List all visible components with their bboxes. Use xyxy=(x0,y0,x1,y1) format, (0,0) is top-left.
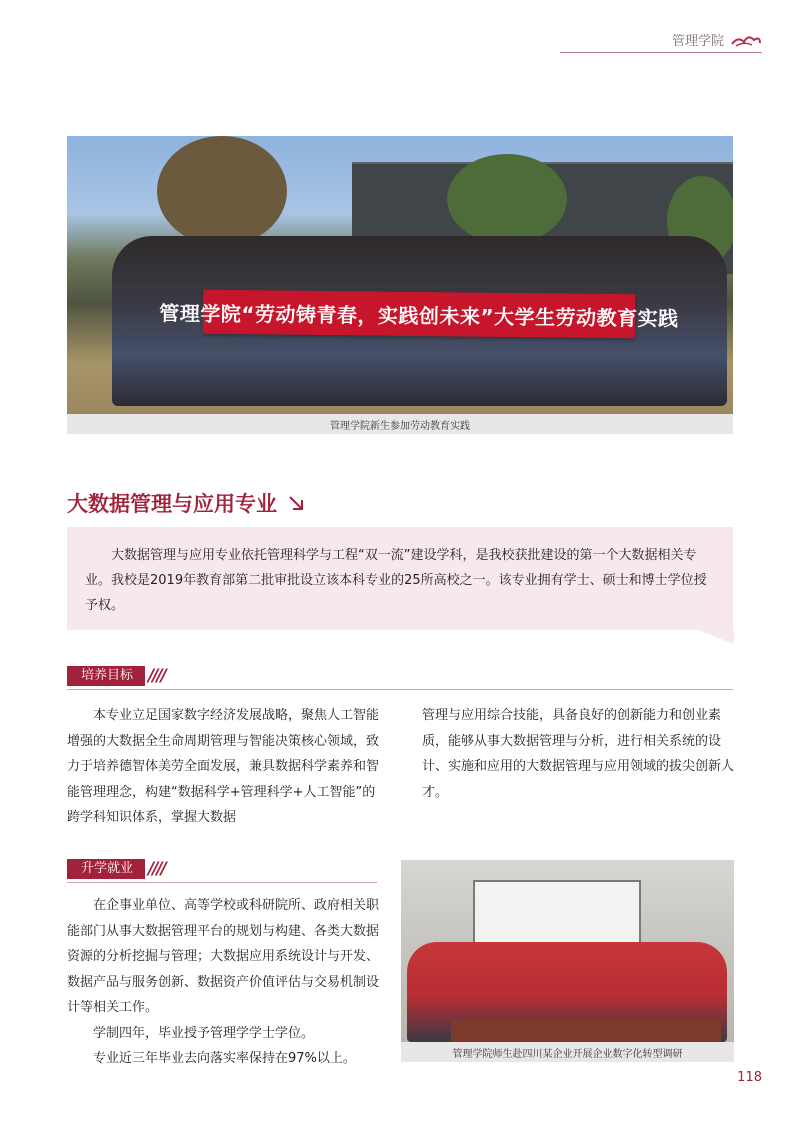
goals-rule xyxy=(67,689,733,690)
page-header xyxy=(672,30,762,49)
tree xyxy=(447,154,567,244)
header-rule xyxy=(560,52,762,53)
career-p1: 在企事业单位、高等学校或科研院所、政府相关职能部门从事大数据管理平台的规划与构建、各类大数据资源的分析挖掘与管理；大数据应用系统设计与开发、数据产品与服务创新、数据资产价值评估与交易机制设计等相关工作。 xyxy=(67,898,380,1015)
career-label: 升学就业 xyxy=(67,859,145,879)
arrow-down-right-icon xyxy=(287,494,305,512)
labor-practice-photo xyxy=(67,136,733,414)
goals-label: 培养目标 xyxy=(67,666,145,686)
goals-right-text: 管理与应用综合技能，具备良好的创新能力和创业素质，能够从事大数据管理与分析，进行相关系统的设计、实施和应用的大数据管理与应用领域的拔尖创新人才。 xyxy=(422,708,735,800)
intro-box xyxy=(67,527,733,630)
career-text-block xyxy=(67,893,380,1072)
photo1-caption: 管理学院新生参加劳动教育实践 xyxy=(67,414,733,434)
goals-heading xyxy=(67,666,165,686)
cloud-ornament-icon xyxy=(730,32,762,48)
career-p3: 专业近三年毕业去向落实率保持在97%以上。 xyxy=(93,1051,356,1066)
career-p2: 学制四年，毕业授予管理学学士学位。 xyxy=(93,1025,315,1041)
goals-left-column xyxy=(67,703,380,831)
intro-text: 大数据管理与应用专业依托管理科学与工程“双一流”建设学科，是我校获批建设的第一个大数据相关专业。我校是2019年教育部第二批审批设立该本科专业的25所高校之一。该专业拥有学士、硕士和博士学位授予权。 xyxy=(85,548,707,613)
red-banner: 管理学院“劳动铸青春，实践创未来”大学生劳动教育实践 xyxy=(203,290,635,339)
page-number: 118 xyxy=(737,1070,762,1085)
section-title-text: 大数据管理与应用专业 xyxy=(67,492,277,516)
header-title: 管理学院 xyxy=(671,34,724,49)
section-title xyxy=(67,488,305,518)
career-rule xyxy=(67,882,377,883)
photo2-caption: 管理学院师生赴四川某企业开展企业数字化转型调研 xyxy=(401,1042,734,1062)
slashes-icon: //// xyxy=(148,666,165,686)
goals-right-column xyxy=(422,703,734,805)
conference-table xyxy=(451,1020,721,1042)
enterprise-visit-photo xyxy=(401,860,734,1042)
intro-box-corner xyxy=(698,630,734,644)
goals-left-text: 本专业立足国家数字经济发展战略，聚焦人工智能增强的大数据全生命周期管理与智能决策核心领域，致力于培养德智体美劳全面发展，兼具数据科学素养和智能管理理念，构建“数据科学+管理科学+人工智能”的跨学科知识体系，掌握大数据 xyxy=(67,708,380,825)
career-heading xyxy=(67,859,165,879)
slashes-icon: //// xyxy=(148,859,165,879)
tree xyxy=(157,136,287,246)
